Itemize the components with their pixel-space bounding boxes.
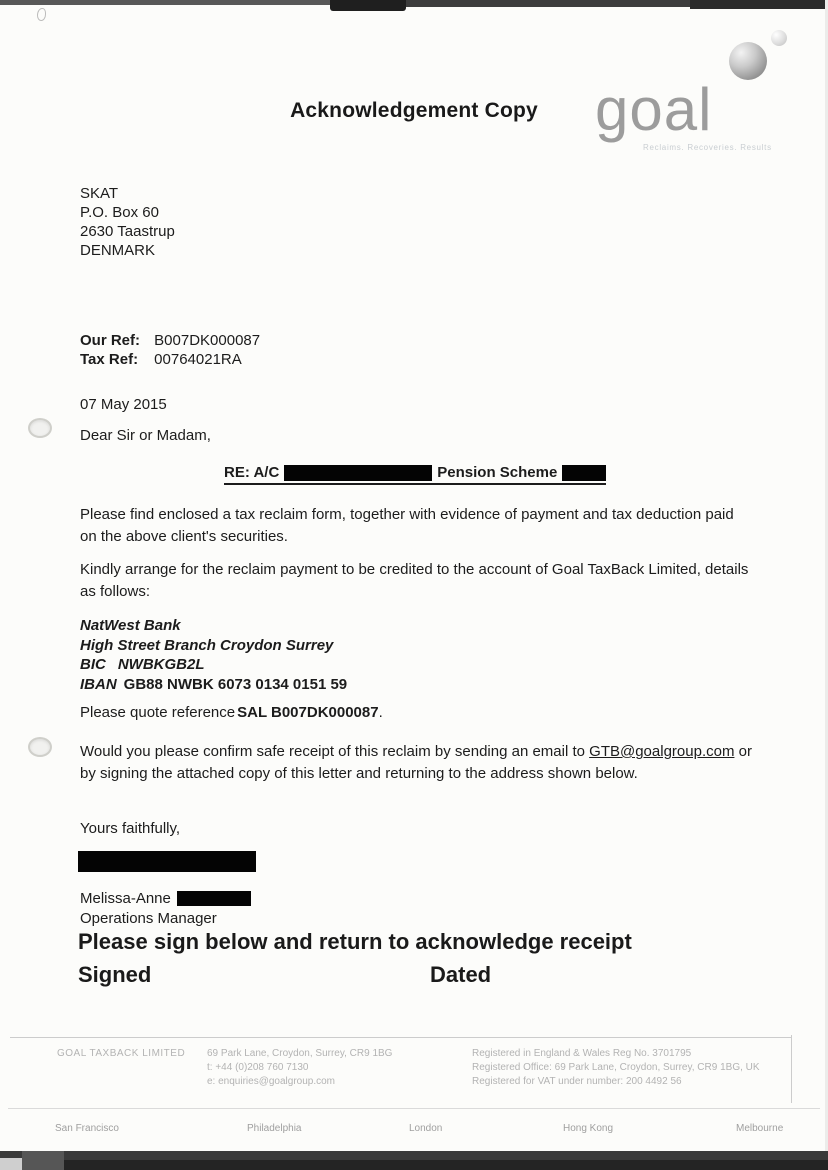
footer-company-name: GOAL TAXBACK LIMITED (57, 1048, 186, 1059)
confirm-text-post: or by signing the attached copy of this letter and returning to the address shown below. (80, 743, 752, 782)
recipient-line: SKAT (80, 185, 119, 202)
signed-label: Signed (78, 962, 152, 987)
recipient-line: P.O. Box 60 (80, 204, 159, 221)
footer-registered-in: Registered in England & Wales Reg No. 3701795 (472, 1048, 692, 1059)
subject-line (224, 464, 606, 485)
office-location: Hong Kong (563, 1123, 614, 1134)
quote-reference-line (80, 704, 383, 721)
redaction-bar-scheme (562, 465, 606, 481)
scan-artifact-top-dark (330, 0, 406, 11)
recipient-line: 2630 Taastrup (80, 223, 175, 240)
sign-instruction: Please sign below and return to acknowledge receipt (78, 929, 632, 954)
quote-suffix: . (378, 704, 383, 721)
footer-vat-number: Registered for VAT under number: 200 4492 56 (472, 1076, 682, 1087)
dated-label: Dated (430, 962, 492, 987)
subject-middle: Pension Scheme (437, 464, 558, 481)
salutation: Dear Sir or Madam, (80, 427, 211, 444)
office-location: San Francisco (55, 1123, 119, 1134)
footer-contact-block (207, 1047, 392, 1089)
footer-email: e: enquiries@goalgroup.com (207, 1076, 336, 1087)
bank-bic-row (80, 655, 347, 675)
redaction-bar-signature (78, 851, 256, 872)
iban-value: GB88 NWBK 6073 0134 0151 59 (123, 675, 348, 693)
office-location: London (409, 1123, 443, 1134)
signatory-name-row (80, 890, 251, 907)
footer-registration-block (472, 1047, 760, 1089)
goal-logo-text: goal (595, 76, 713, 143)
goal-logo (593, 30, 808, 158)
bank-name: NatWest Bank (80, 617, 181, 634)
redaction-bar-surname (177, 891, 251, 906)
bank-details (80, 616, 347, 694)
logo-sphere-icon (729, 42, 767, 80)
bic-value: NWBKGB2L (117, 656, 205, 673)
tax-ref-row (80, 350, 260, 369)
bank-branch: High Street Branch Croydon Surrey (80, 636, 334, 654)
footer-address: 69 Park Lane, Croydon, Surrey, CR9 1BG (207, 1048, 393, 1059)
quote-prefix: Please quote reference (80, 704, 236, 721)
signatory-role: Operations Manager (80, 910, 217, 927)
recipient-address (80, 184, 175, 260)
footer-vertical-rule (791, 1035, 792, 1103)
office-location: Melbourne (736, 1123, 784, 1134)
logo-tagline: Reclaims. Recoveries. Results (643, 143, 772, 152)
scan-artifact-bottom-patch (22, 1151, 64, 1170)
paragraph-confirm (80, 741, 758, 785)
bic-label: BIC (80, 656, 106, 673)
quote-reference: SAL B007DK000087 (237, 704, 379, 721)
bank-iban-row (80, 675, 347, 695)
paragraph-arrange: Kindly arrange for the reclaim payment to be credited to the account of Goal TaxBack Limited, details as follows: (80, 561, 749, 600)
scan-speck (37, 8, 46, 21)
our-ref-row (80, 331, 260, 350)
office-location: Philadelphia (247, 1123, 302, 1134)
subject-prefix: RE: A/C (224, 464, 280, 481)
page-title: Acknowledgement Copy (290, 99, 538, 122)
letter-date: 07 May 2015 (80, 396, 167, 413)
footer-phone: t: +44 (0)208 760 7130 (207, 1062, 309, 1073)
paragraph-enclosed: Please find enclosed a tax reclaim form, together with evidence of payment and tax deduction paid on the above client's securities. (80, 506, 734, 545)
signatory-name: Melissa-Anne (80, 890, 171, 907)
punch-hole (28, 418, 52, 438)
offices-divider (8, 1108, 820, 1109)
scan-artifact-top-right (690, 0, 828, 9)
logo-small-sphere-icon (771, 30, 787, 46)
email-link[interactable]: GTB@goalgroup.com (589, 743, 735, 760)
iban-label: IBAN (80, 675, 117, 693)
tax-ref-value: 00764021RA (154, 351, 242, 368)
confirm-text-pre: Would you please confirm safe receipt of this reclaim by sending an email to (80, 743, 590, 760)
footer-registered-office: Registered Office: 69 Park Lane, Croydon, Surrey, CR9 1BG, UK (472, 1062, 760, 1073)
tax-ref-label: Tax Ref: (80, 351, 139, 368)
scan-artifact-bottom-dark (0, 1160, 828, 1170)
recipient-line: DENMARK (80, 242, 156, 259)
footer-divider (10, 1037, 791, 1038)
scan-artifact-bottom-notch (0, 1158, 22, 1170)
redaction-bar-account (284, 465, 432, 481)
our-ref-value: B007DK000087 (154, 332, 261, 349)
punch-hole (28, 737, 52, 757)
reference-block (80, 331, 260, 369)
our-ref-label: Our Ref: (80, 332, 140, 349)
valediction: Yours faithfully, (80, 820, 181, 837)
